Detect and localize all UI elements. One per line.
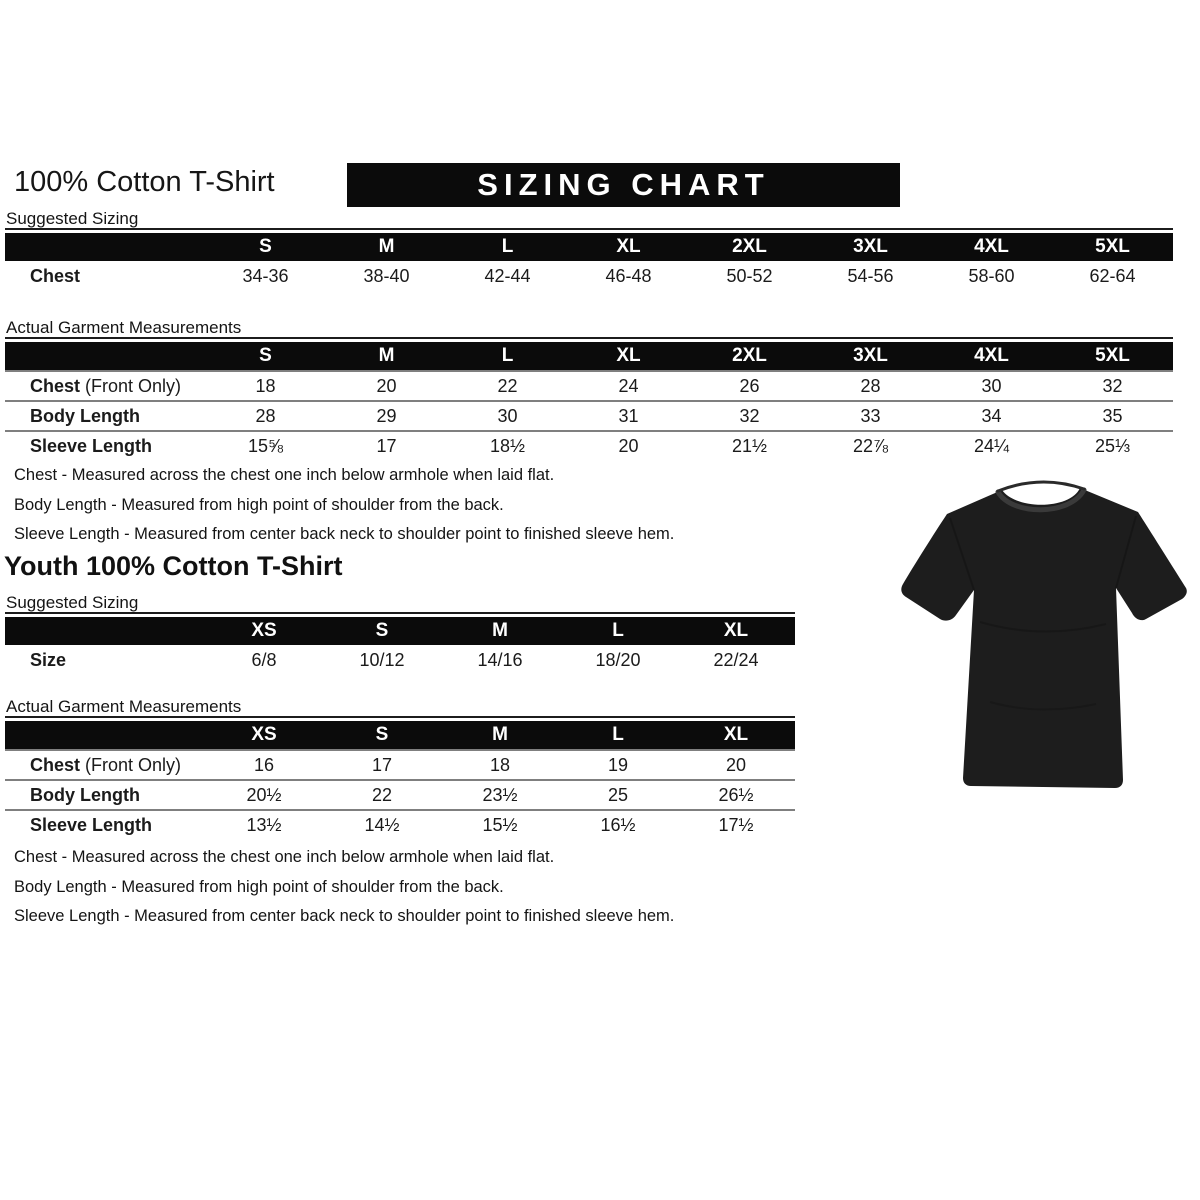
adult-actual-measurements-table bbox=[5, 337, 1173, 460]
cell-value: 21½ bbox=[731, 435, 768, 456]
cell-value: 17 bbox=[371, 754, 393, 775]
header-cell-size: 2XL bbox=[732, 236, 767, 257]
tshirt-body bbox=[901, 488, 1186, 788]
header-cell-size: S bbox=[375, 620, 389, 641]
adult-suggested-sizing-table bbox=[5, 228, 1173, 291]
table-row-chest bbox=[5, 261, 1173, 291]
cell-value: 20 bbox=[376, 375, 397, 396]
row-label: Chest (Front Only) bbox=[30, 375, 182, 396]
youth-measurement-notes bbox=[14, 843, 674, 932]
youth-actual-measurements-table bbox=[5, 716, 795, 839]
table-row-sleeve-length bbox=[5, 430, 1173, 460]
cell-value: 31 bbox=[618, 405, 639, 426]
row-label: Chest bbox=[30, 265, 81, 286]
header-cell-size: XL bbox=[723, 620, 749, 641]
tshirt-collar-outer bbox=[998, 482, 1084, 491]
cell-value: 19 bbox=[607, 754, 629, 775]
header-cell-size: XS bbox=[251, 620, 277, 641]
cell-value: 15⅝ bbox=[247, 435, 284, 456]
cell-value: 10/12 bbox=[359, 649, 405, 670]
adult-suggested-header-row bbox=[5, 233, 1173, 261]
row-label: Chest (Front Only) bbox=[30, 754, 182, 775]
cell-value: 18½ bbox=[489, 435, 526, 456]
cell-value: 22 bbox=[371, 784, 393, 805]
cell-value: 6/8 bbox=[251, 649, 277, 670]
cell-value: 20 bbox=[725, 754, 747, 775]
cell-value: 30 bbox=[981, 375, 1002, 396]
cell-value: 50-52 bbox=[726, 265, 773, 286]
header-cell-size: M bbox=[378, 345, 395, 366]
header-cell-size: 5XL bbox=[1095, 345, 1130, 366]
youth-title: Youth 100% Cotton T-Shirt bbox=[4, 551, 343, 581]
cell-value: 14/16 bbox=[477, 649, 523, 670]
adult-actual-header-row bbox=[5, 342, 1173, 370]
cell-value: 33 bbox=[860, 405, 881, 426]
header-cell-size: L bbox=[501, 236, 514, 257]
cell-value: 32 bbox=[1102, 375, 1123, 396]
cell-value: 28 bbox=[860, 375, 881, 396]
cell-value: 18/20 bbox=[595, 649, 641, 670]
cell-value: 14½ bbox=[364, 814, 400, 835]
cell-value: 25 bbox=[607, 784, 629, 805]
header-cell-size: S bbox=[375, 724, 389, 745]
sizing-chart-banner bbox=[347, 163, 900, 207]
header-cell-size: M bbox=[492, 620, 508, 641]
header-cell-size: L bbox=[612, 620, 624, 641]
header-cell-size: 5XL bbox=[1095, 236, 1130, 257]
header-cell-size: XL bbox=[616, 236, 641, 257]
note-body-length: Body Length - Measured from high point of shoulder from the back. bbox=[14, 495, 504, 514]
cell-value: 34-36 bbox=[242, 265, 289, 286]
note-body-length: Body Length - Measured from high point of shoulder from the back. bbox=[14, 877, 504, 896]
note-chest: Chest - Measured across the chest one inch below armhole when laid flat. bbox=[14, 466, 555, 484]
header-cell-size: S bbox=[259, 345, 272, 366]
sizing-chart-banner-label: SIZING CHART bbox=[477, 167, 770, 202]
table-row-chest-front-only bbox=[5, 370, 1173, 400]
cell-value: 26 bbox=[739, 375, 760, 396]
cell-value: 15½ bbox=[482, 814, 518, 835]
youth-actual-measurements-label: Actual Garment Measurements bbox=[6, 697, 242, 716]
header-cell-size: L bbox=[612, 724, 624, 745]
cell-value: 62-64 bbox=[1089, 265, 1136, 286]
cell-value: 29 bbox=[376, 405, 397, 426]
table-row-sleeve-length bbox=[5, 809, 795, 839]
header-cell-size: 3XL bbox=[853, 345, 888, 366]
header-cell-size: 3XL bbox=[853, 236, 888, 257]
cell-value: 18 bbox=[255, 375, 276, 396]
cell-value: 32 bbox=[739, 405, 760, 426]
table-row-chest-front-only bbox=[5, 749, 795, 779]
cell-value: 13½ bbox=[246, 814, 282, 835]
header-cell-size: XS bbox=[251, 724, 277, 745]
cell-value: 30 bbox=[497, 405, 518, 426]
cell-value: 20 bbox=[618, 435, 639, 456]
cell-value: 26½ bbox=[718, 784, 754, 805]
note-chest: Chest - Measured across the chest one inch below armhole when laid flat. bbox=[14, 848, 555, 866]
table-row-body-length bbox=[5, 400, 1173, 430]
cell-value: 38-40 bbox=[363, 265, 410, 286]
row-label: Size bbox=[30, 649, 67, 670]
header-cell-size: S bbox=[259, 236, 272, 257]
cell-value: 16½ bbox=[600, 814, 636, 835]
cell-value: 42-44 bbox=[484, 265, 531, 286]
adult-measurement-notes bbox=[14, 461, 674, 550]
row-label: Body Length bbox=[30, 405, 140, 426]
cell-value: 28 bbox=[255, 405, 276, 426]
cell-value: 20½ bbox=[246, 784, 282, 805]
cell-value: 22 bbox=[497, 375, 518, 396]
cell-value: 25⅓ bbox=[1094, 435, 1131, 456]
youth-actual-header-row bbox=[5, 721, 795, 749]
cell-value: 46-48 bbox=[605, 265, 652, 286]
header-cell-size: 4XL bbox=[974, 236, 1009, 257]
header-cell-size: 4XL bbox=[974, 345, 1009, 366]
header-cell-size: 2XL bbox=[732, 345, 767, 366]
header-cell-size: M bbox=[492, 724, 508, 745]
cell-value: 22⅞ bbox=[852, 435, 889, 456]
youth-suggested-sizing-label: Suggested Sizing bbox=[6, 593, 139, 612]
cell-value: 17½ bbox=[718, 814, 754, 835]
table-row-size bbox=[5, 645, 795, 675]
cell-value: 24 bbox=[618, 375, 639, 396]
cell-value: 24¼ bbox=[973, 435, 1010, 456]
table-row-body-length bbox=[5, 779, 795, 809]
header-cell-size: XL bbox=[723, 724, 749, 745]
tshirt-image bbox=[890, 472, 1196, 812]
cell-value: 18 bbox=[489, 754, 511, 775]
note-sleeve-length: Sleeve Length - Measured from center back neck to shoulder point to finished sleeve hem. bbox=[14, 525, 675, 543]
cell-value: 35 bbox=[1102, 405, 1123, 426]
cell-value: 17 bbox=[376, 435, 397, 456]
note-sleeve-length: Sleeve Length - Measured from center back neck to shoulder point to finished sleeve hem. bbox=[14, 907, 675, 925]
header-cell-size: L bbox=[501, 345, 514, 366]
header-cell-size: M bbox=[378, 236, 395, 257]
page-title: 100% Cotton T-Shirt bbox=[14, 166, 275, 198]
row-label: Sleeve Length bbox=[30, 435, 153, 456]
youth-suggested-sizing-table bbox=[5, 612, 795, 675]
cell-value: 34 bbox=[981, 405, 1002, 426]
youth-suggested-header-row bbox=[5, 617, 795, 645]
row-label: Body Length bbox=[30, 784, 140, 805]
adult-actual-measurements-label: Actual Garment Measurements bbox=[6, 318, 242, 337]
row-label: Sleeve Length bbox=[30, 814, 153, 835]
adult-suggested-sizing-label: Suggested Sizing bbox=[6, 209, 139, 228]
cell-value: 16 bbox=[253, 754, 275, 775]
cell-value: 23½ bbox=[482, 784, 518, 805]
cell-value: 58-60 bbox=[968, 265, 1015, 286]
header-cell-size: XL bbox=[616, 345, 641, 366]
cell-value: 22/24 bbox=[713, 649, 759, 670]
black-tshirt-icon bbox=[890, 472, 1196, 812]
cell-value: 54-56 bbox=[847, 265, 894, 286]
